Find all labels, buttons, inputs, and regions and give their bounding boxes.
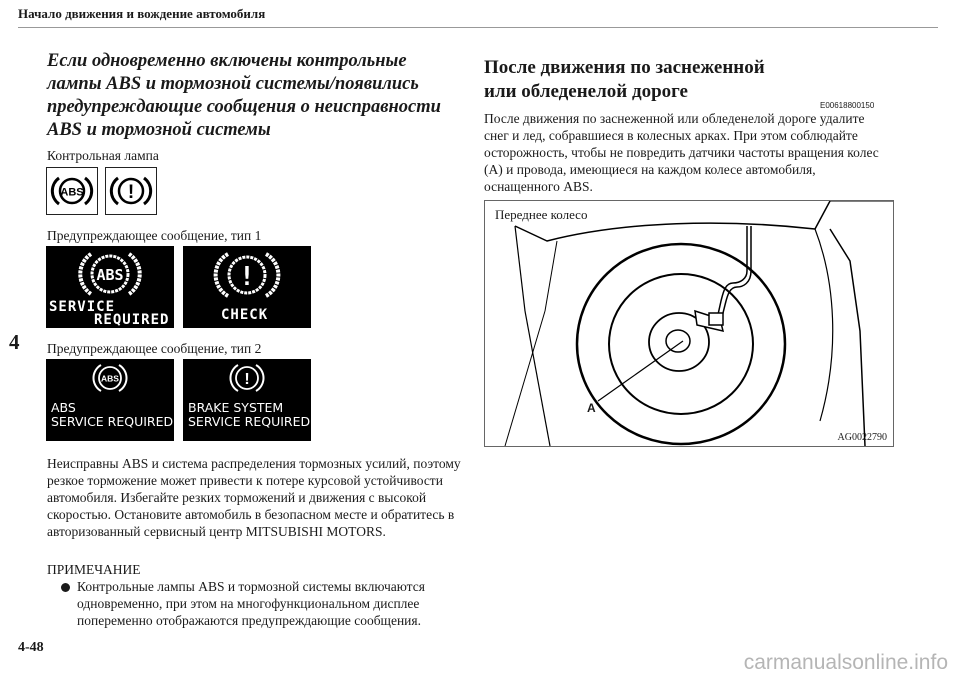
- note-text: Контрольные лампы ABS и тормозной системы включаются одновременно, при этом на многофункциональном дисплее попеременно отображаются предупреждающие сообщения.: [77, 579, 425, 628]
- panel-line2: REQUIRED: [94, 312, 170, 328]
- front-wheel-figure: [484, 200, 894, 447]
- note-label: ПРИМЕЧАНИЕ: [47, 562, 141, 577]
- abs-lamp-box: [46, 167, 98, 215]
- abs-panel-icon: [46, 359, 174, 397]
- abs-panel-icon-text: ABS: [96, 266, 124, 284]
- section-title-abs-brake: Если одновременно включены контрольные лампы ABS и тормозной системы/появились предупреждающие сообщения о неисправности ABS и тормозной системы: [47, 51, 441, 140]
- panel-line2: SERVICE REQUIRED: [188, 414, 311, 429]
- brake-panel-icon-text: !: [239, 262, 255, 292]
- panel-line1: CHECK: [221, 307, 269, 323]
- right-body-text: После движения по заснеженной или обледенелой дороге удалите снег и лед, собравшиеся в колесных арках. При этом соблюдайте осторожность, чтобы не повредить датчики частоты вращения колес (A) и провода, имеющиеся на каждом колесе автомобиля, оснащенного ABS.: [484, 111, 879, 194]
- section-code: E00618800150: [820, 101, 875, 110]
- panel-line1: ABS: [51, 400, 76, 415]
- abs-panel-icon: [46, 246, 174, 298]
- brake-lamp-box: [105, 167, 157, 215]
- brake-panel-icon-text: !: [244, 371, 250, 388]
- type2-label: Предупреждающее сообщение, тип 2: [47, 341, 262, 356]
- abs-warning-icon: [47, 168, 97, 214]
- brake-warning-icon: [106, 168, 156, 214]
- wheel-illustration: [485, 201, 893, 446]
- abs-panel-icon-text: ABS: [101, 373, 119, 384]
- brake-panel-icon: [183, 246, 311, 304]
- section-title-snow: После движения по заснеженной или обледенелой дороге: [484, 57, 765, 102]
- note-bullet-icon: [61, 583, 70, 592]
- left-body-text: Неисправны ABS и система распределения тормозных усилий, поэтому резкое торможение может привести к потере курсовой устойчивости автомобиля. Избегайте резких торможений и движения с высокой скоростью. Остановите автомобиль в безопасном месте и обратитесь в авторизованный сервисный центр MITSUBISHI MOTORS.: [47, 456, 461, 539]
- callout-a: A: [587, 401, 596, 415]
- type1-label: Предупреждающее сообщение, тип 1: [47, 228, 262, 243]
- watermark: carmanualsonline.info: [743, 651, 948, 674]
- abs-icon-text: ABS: [60, 186, 84, 199]
- brake-icon-text: !: [127, 182, 135, 203]
- panel-line1: BRAKE SYSTEM: [188, 400, 284, 415]
- type1-check-panel: [183, 246, 311, 328]
- running-header: Начало движения и вождение автомобиля: [18, 6, 266, 21]
- brake-panel-icon: [183, 359, 311, 397]
- header-divider: [18, 27, 938, 28]
- panel-line2: SERVICE REQUIRED: [51, 414, 174, 429]
- page-number: 4-48: [18, 640, 44, 655]
- chapter-tab: 4: [9, 330, 20, 354]
- type2-abs-panel: [46, 359, 174, 441]
- figure-code: AG0022790: [837, 432, 887, 443]
- type2-brake-panel: [183, 359, 311, 441]
- panel-line1: SERVICE: [49, 299, 116, 315]
- lamp-label: Контрольная лампа: [47, 148, 159, 163]
- type1-abs-panel: [46, 246, 174, 328]
- figure-label: Переднее колесо: [495, 207, 588, 222]
